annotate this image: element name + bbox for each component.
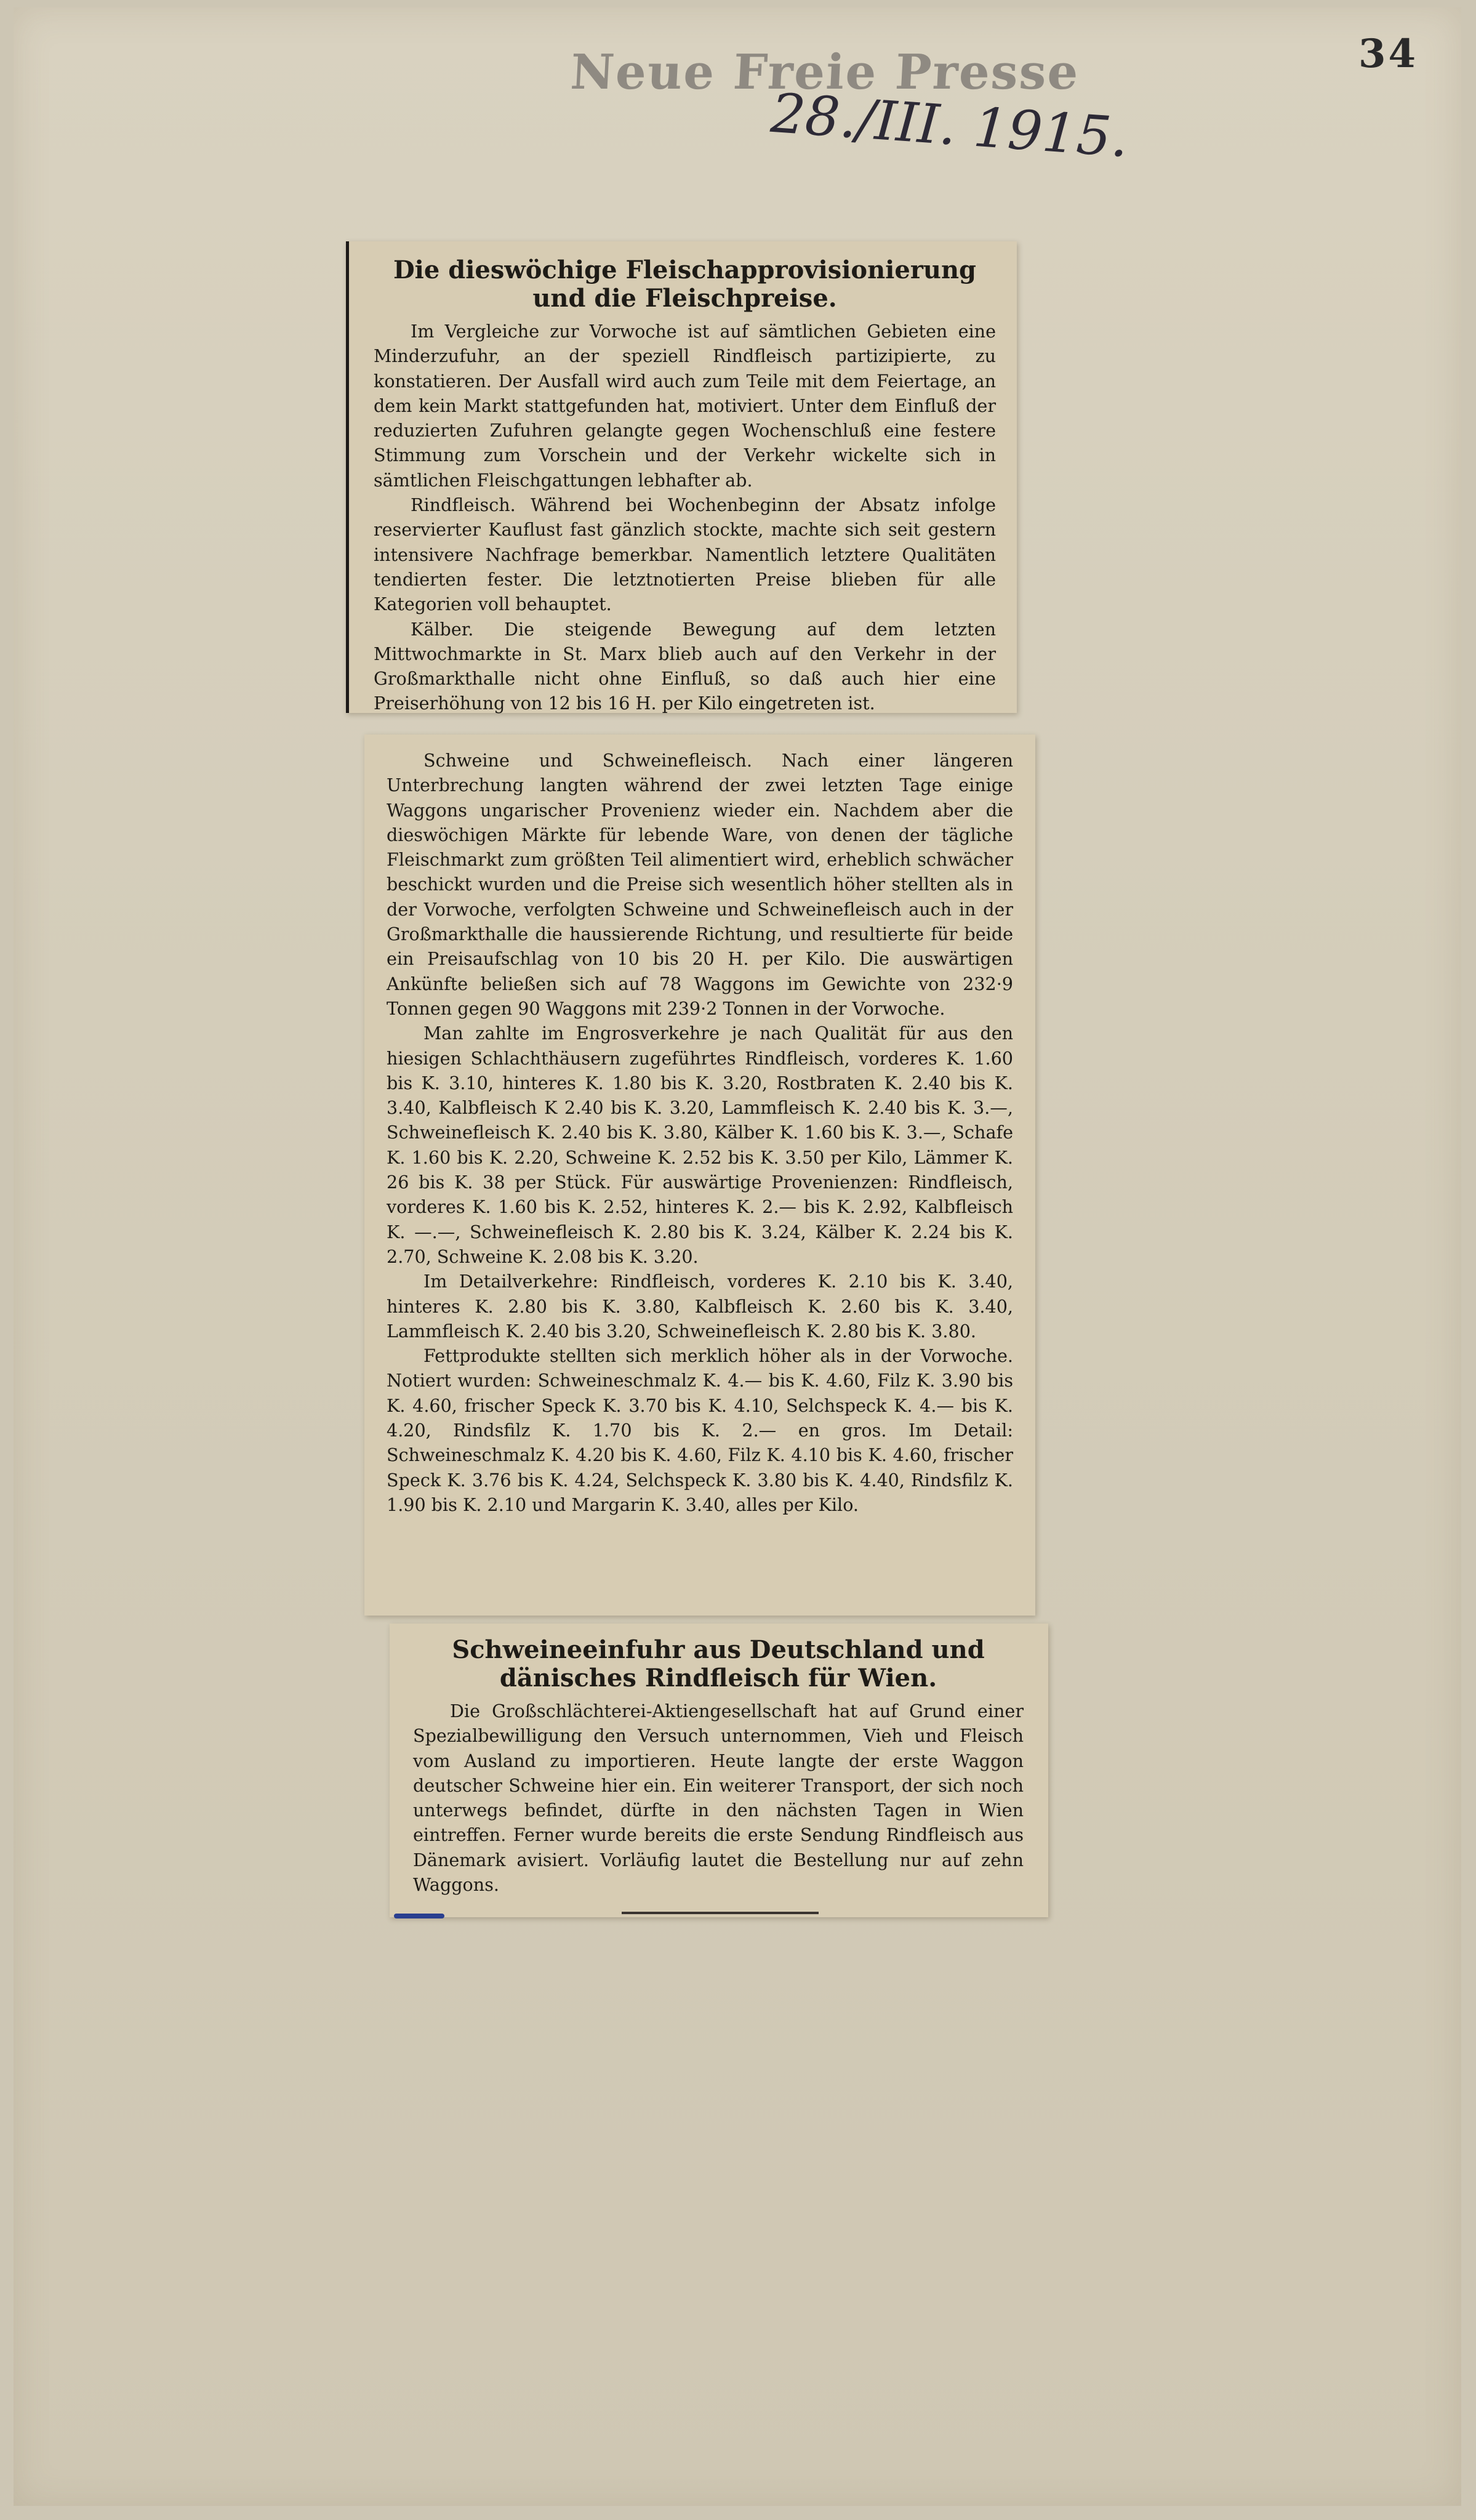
article3-headline: Schweineeinfuhr aus Deutschland und dänisches Rindfleisch für Wien. bbox=[452, 1635, 985, 1693]
article1-headline: Die dieswöchige Fleischapprovisionierung und die Fleischpreise. bbox=[393, 256, 977, 313]
clipping-schweineeinfuhr bbox=[390, 1624, 1048, 1917]
article1-paragraph: Im Vergleiche zur Vorwoche ist auf sämtlichen Gebieten eine Minderzufuhr, an der speziell Rindfleisch partizipierte, zu konstatieren. Der Ausfall wird auch zum Teile mit dem Feiertage, an dem kein Markt stattgefunden hat, motiviert. Unter dem Einfluß der reduzierten Zufuhren gelangte gegen Wochenschluß eine festere Stimmung zum Vorschein und der Verkehr wickelte sich in sämtlichen Fleischgattungen lebhafter ab. bbox=[374, 321, 996, 491]
page-number: 34 bbox=[1358, 31, 1418, 77]
clipping-fleischapprovisionierung bbox=[346, 241, 1017, 713]
article2-paragraph-fettprodukte: Fettprodukte stellten sich merklich höher als in der Vorwoche. Notiert wurden: Schweineschmalz K. 4.— bis K. 4.60, Filz K. 3.90 bis K. 4.60, frischer Speck K. 3.70 bis K. 4.10, Selchspeck K. 4.— bis K. 4.20, Rindsfilz K. 1.70 bis K. 2.— en gros. Im Detail: Schweineschmalz K. 4.20 bis K. 4.60, Filz K. 4.10 bis K. 4.60, frischer Speck K. 3.76 bis K. 4.24, Selchspeck K. 3.80 bis K. 4.40, Rindsfilz K. 1.90 bis K. 2.10 und Margarin K. 3.40, alles per Kilo. bbox=[387, 1345, 1013, 1515]
blue-pencil-mark bbox=[394, 1914, 444, 1918]
end-rule bbox=[622, 1912, 819, 1914]
article2-paragraph-detail: Im Detailverkehre: Rindfleisch, vorderes K. 2.10 bis K. 3.40, hinteres K. 2.80 bis K. 3.80, Kalbfleisch K. 2.60 bis K. 3.40, Lammfleisch K. 2.40 bis 3.20, Schweinefleisch K. 2.80 bis K. 3.80. bbox=[387, 1271, 1013, 1342]
article2-paragraph-engros: Man zahlte im Engrosverkehre je nach Qualität für aus den hiesigen Schlachthäusern zugeführtes Rindfleisch, vorderes K. 1.60 bis K. 3.10, hinteres K. 1.80 bis K. 3.20, Rostbraten K. 2.40 bis K. 3.40, Kalbfleisch K 2.40 bis K. 3.20, Lammfleisch K. 2.40 bis K. 3.—, Schweinefleisch K. 2.40 bis K. 3.80, Kälber K. 1.60 bis K. 3.—, Schafe K. 1.60 bis K. 2.20, Schweine K. 2.52 bis K. 3.50 per Kilo, Lämmer K. 26 bis K. 38 per Stück. Für auswärtige Provenienzen: Rindfleisch, vorderes K. 1.60 bis K. 2.52, hinteres K. 2.— bis K. 2.92, Kalbfleisch K. —.—, Schweinefleisch K. 2.80 bis K. 3.24, Kälber K. 2.24 bis K. 2.70, Schweine K. 2.08 bis K. 3.20. bbox=[387, 1023, 1013, 1267]
article3-body bbox=[413, 1699, 1024, 1897]
article1-body bbox=[374, 319, 996, 716]
article3-paragraph: Die Großschlächterei-Aktiengesellschaft hat auf Grund einer Spezialbewilligung den Versuch unternommen, Vieh und Fleisch vom Ausland zu importieren. Heute langte der erste Waggon deutscher Schweine hier ein. Ein weiterer Transport, der sich noch unterwegs befindet, dürfte in den nächsten Tagen in Wien eintreffen. Ferner wurde bereits die erste Sendung Rindfleisch aus Dänemark avisiert. Vorläufig lautet die Bestellung nur auf zehn Waggons. bbox=[413, 1701, 1024, 1896]
article1-paragraph-kaelber: Kälber. Die steigende Bewegung auf dem letzten Mittwochmarkte in St. Marx blieb auch auf den Verkehr in der Großmarkthalle nicht ohne Einfluß, so daß auch hier eine Preiserhöhung von 12 bis 16 H. per Kilo eingetreten ist. bbox=[374, 618, 996, 714]
article1-paragraph-rindfleisch: Rindfleisch. Während bei Wochenbeginn der Absatz infolge reservierter Kauflust fast gänzlich stockte, machte sich seit gestern intensivere Nachfrage bemerkbar. Namentlich letztere Qualitäten tendierten fester. Die letztnotierten Preise blieben für alle Kategorien voll behauptet. bbox=[374, 494, 996, 615]
article2-body bbox=[387, 748, 1013, 1517]
clipping-schweinefleisch-preise bbox=[364, 735, 1035, 1616]
newspaper-stamp: Neue Freie Presse bbox=[569, 44, 1081, 100]
article2-paragraph-schweine: Schweine und Schweinefleisch. Nach einer längeren Unterbrechung langten während der zwei letzten Tage einige Waggons ungarischer Provenienz wieder ein. Nachdem aber die dieswöchigen Märkte für lebende Ware, von denen der tägliche Fleischmarkt zum größten Teil alimentiert wird, erheblich schwächer beschickt wurden und die Preise sich wesentlich höher stellten als in der Vorwoche, verfolgten Schweine und Schweinefleisch auch in der Großmarkthalle die haussierende Richtung, und resultierte für beide ein Preisaufschlag von 10 bis 20 H. per Kilo. Die auswärtigen Ankünfte beließen sich auf 78 Waggons im Gewichte von 232·9 Tonnen gegen 90 Waggons mit 239·2 Tonnen in der Vorwoche. bbox=[387, 750, 1013, 1019]
handwritten-date: 28./III. 1915. bbox=[769, 81, 1131, 170]
